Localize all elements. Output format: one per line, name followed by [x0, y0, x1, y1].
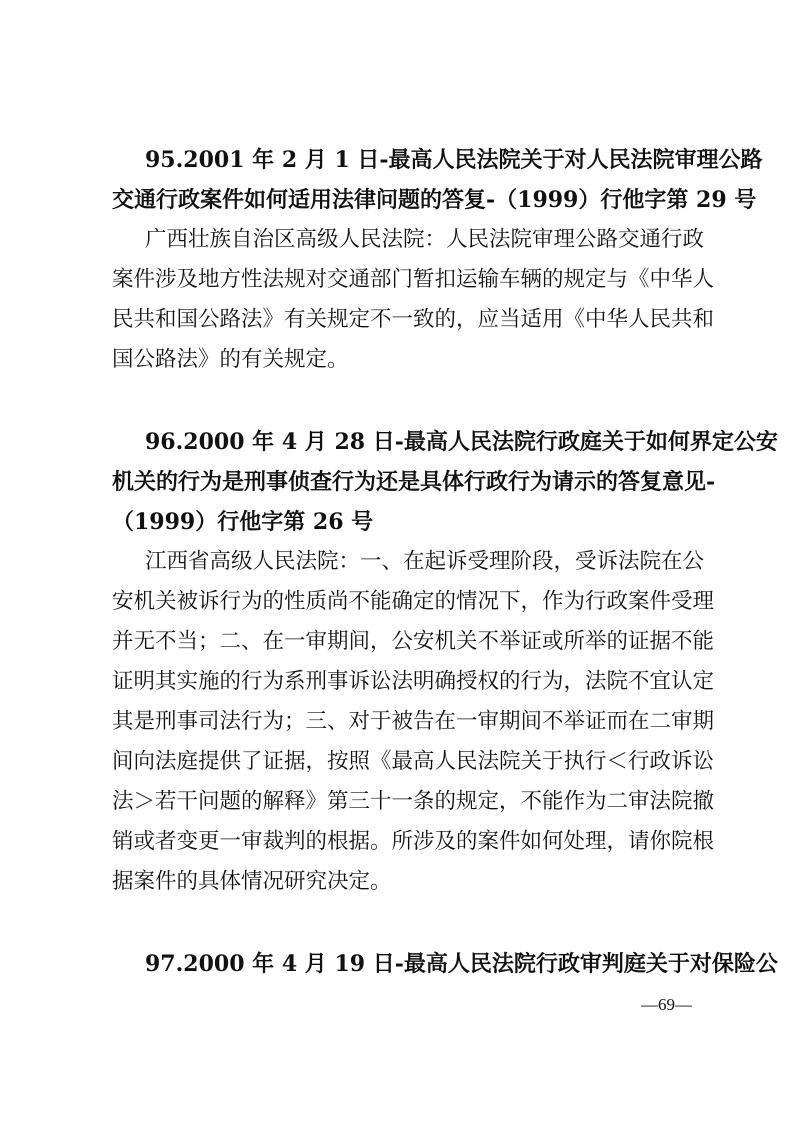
- section-97-heading-line-1: 97.2000 年 4 月 19 日-最高人民法院行政审判庭关于对保险公: [145, 951, 778, 977]
- section-96-body-line-1: 江西省高级人民法院：一、在起诉受理阶段，受诉法院在公: [145, 549, 705, 574]
- section-95-heading-line-2: 交通行政案件如何适用法律问题的答复-（1999）行他字第 29 号: [112, 187, 757, 213]
- section-96-heading-line-2: 机关的行为是刑事侦查行为还是具体行政行为请示的答复意见-: [112, 469, 716, 495]
- section-96-body-line-6: 间向法庭提供了证据，按照《最高人民法院关于执行＜行政诉讼: [112, 749, 715, 774]
- section-96-body-line-2: 安机关被诉行为的性质尚不能确定的情况下，作为行政案件受理: [112, 589, 715, 614]
- section-96-body-line-8: 销或者变更一审裁判的根据。所涉及的案件如何处理，请你院根: [112, 829, 715, 854]
- section-95-body-line-2: 案件涉及地方性法规对交通部门暂扣运输车辆的规定与《中华人: [112, 267, 715, 292]
- section-96-body-line-7: 法＞若干问题的解释》第三十一条的规定，不能作为二审法院撤: [112, 789, 715, 814]
- page-number: —69—: [641, 995, 692, 1014]
- section-95-body-line-1: 广西壮族自治区高级人民法院：人民法院审理公路交通行政: [145, 227, 705, 252]
- section-95-body-line-4: 国公路法》的有关规定。: [112, 347, 349, 372]
- section-96-body-line-4: 证明其实施的行为系刑事诉讼法明确授权的行为，法院不宜认定: [112, 669, 715, 694]
- section-95-heading-line-1: 95.2001 年 2 月 1 日-最高人民法院关于对人民法院审理公路: [145, 147, 763, 173]
- section-96-body-line-3: 并无不当；二、在一审期间，公安机关不举证或所举的证据不能: [112, 629, 715, 654]
- section-96-body-line-9: 据案件的具体情况研究决定。: [112, 869, 392, 894]
- section-96-body-line-5: 其是刑事司法行为；三、对于被告在一审期间不举证而在二审期: [112, 709, 715, 734]
- section-95-body-line-3: 民共和国公路法》有关规定不一致的，应当适用《中华人民共和: [112, 307, 715, 332]
- section-96-heading-line-1: 96.2000 年 4 月 28 日-最高人民法院行政庭关于如何界定公安: [145, 429, 778, 455]
- section-96-heading-line-3: （1999）行他字第 26 号: [112, 509, 374, 535]
